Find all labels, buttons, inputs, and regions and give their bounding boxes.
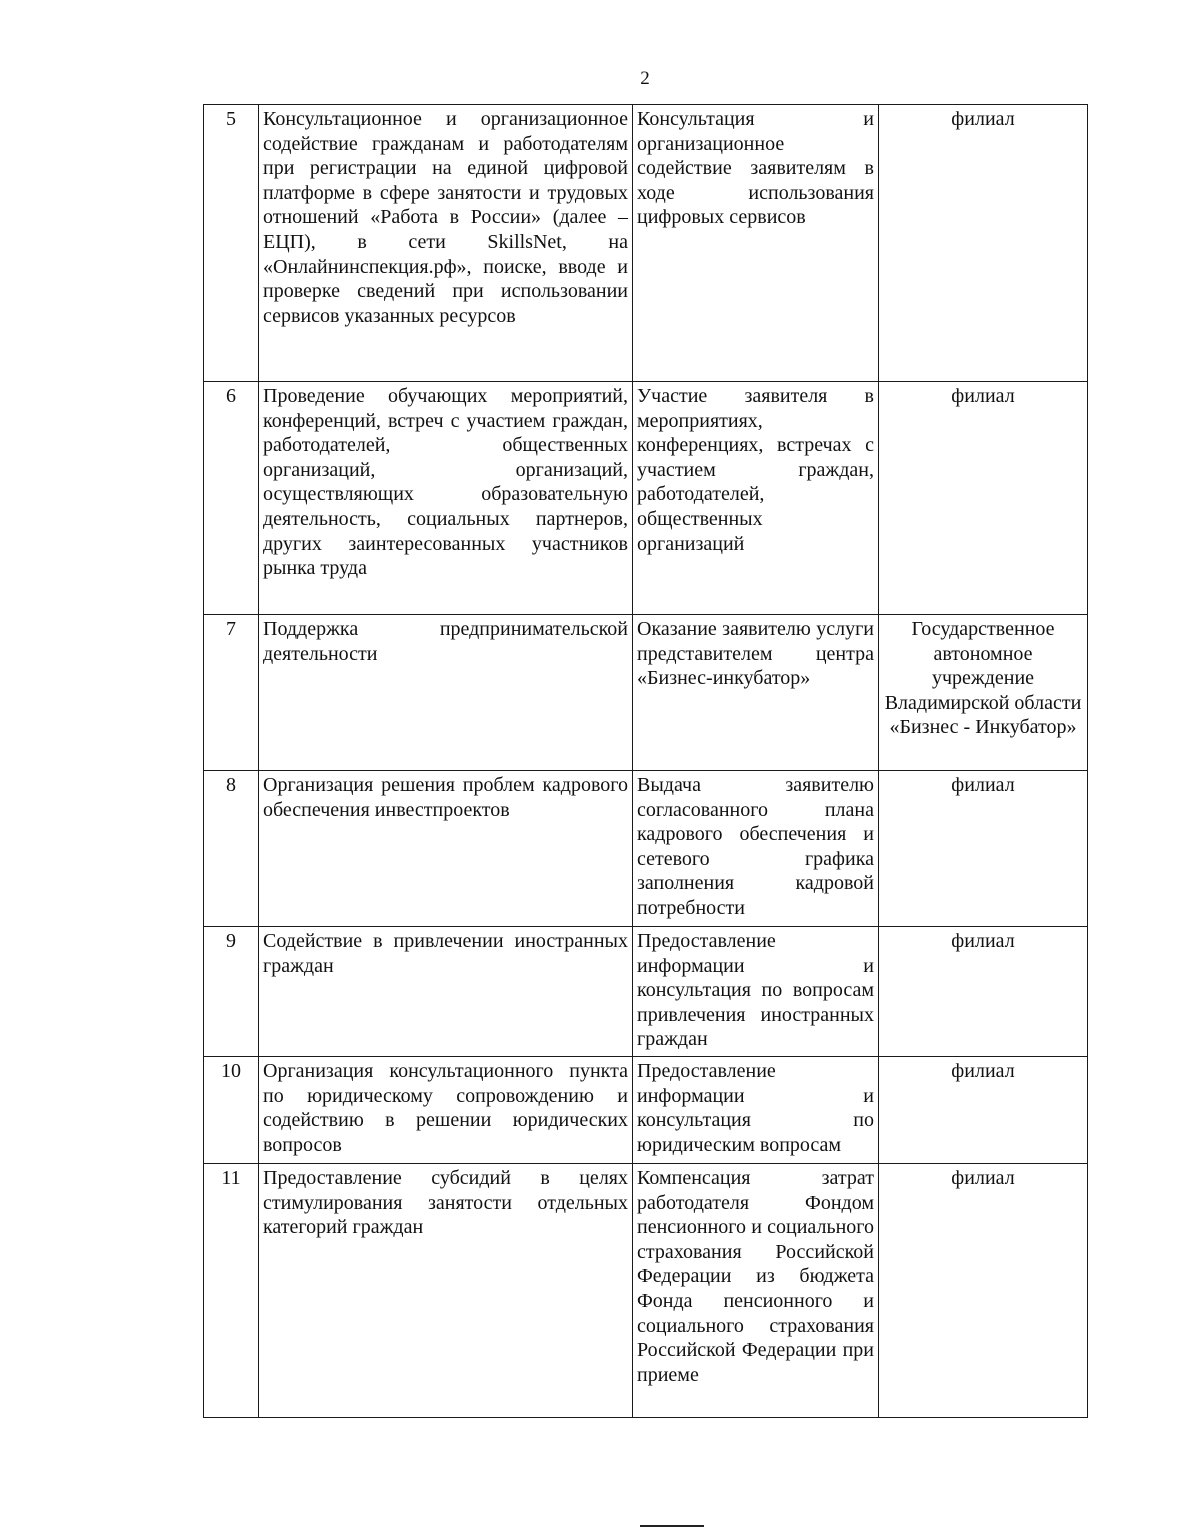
table-row	[204, 1057, 1088, 1164]
table-row	[204, 382, 1088, 615]
row-number: 5	[204, 105, 259, 382]
service-name	[259, 1057, 633, 1164]
service-text: Организация консультационного пункта по юридическому сопровождению и содействию в решении юридических вопросов	[263, 1060, 628, 1156]
row-number: 7	[204, 615, 259, 771]
service-name	[259, 382, 633, 615]
result-text: Предоставление информации и консультация по юридическим вопросам	[637, 1060, 874, 1156]
table-row	[204, 615, 1088, 771]
result-text: Оказание заявителю услуги представителем центра «Бизнес-инкубатор»	[637, 618, 874, 690]
service-result	[633, 927, 879, 1057]
executor: филиал	[879, 382, 1088, 615]
result-text: Компенсация затрат работодателя Фондом пенсионного и социального страхования Российской Федерации из бюджета Фонда пенсионного и социального страхования Российской Федерации при приеме	[637, 1167, 874, 1386]
service-text: Предоставление субсидий в целях стимулирования занятости отдельных категорий граждан	[263, 1167, 628, 1239]
service-result	[633, 615, 879, 771]
table-row	[204, 927, 1088, 1057]
result-text: Предоставление информации и консультация по вопросам привлечения иностранных граждан	[637, 930, 874, 1051]
row-number: 6	[204, 382, 259, 615]
row-number: 10	[204, 1057, 259, 1164]
service-name	[259, 771, 633, 927]
executor: филиал	[879, 771, 1088, 927]
service-result	[633, 1164, 879, 1418]
service-result	[633, 771, 879, 927]
service-result	[633, 105, 879, 382]
row-number: 8	[204, 771, 259, 927]
table-row	[204, 1164, 1088, 1418]
service-name	[259, 1164, 633, 1418]
service-result	[633, 1057, 879, 1164]
executor: филиал	[879, 1057, 1088, 1164]
row-number: 11	[204, 1164, 259, 1418]
executor: филиал	[879, 1164, 1088, 1418]
service-text: Проведение обучающих мероприятий, конференций, встреч с участием граждан, работодателей, общественных организаций, организаций, осуществляющих образовательную деятельность, социальных партнеров, других заинтересованных участников рынка труда	[263, 385, 628, 580]
service-text: Поддержка предпринимательской деятельности	[263, 618, 628, 665]
result-text: Участие заявителя в мероприятиях, конференциях, встречах с участием граждан, работодателей, общественных организаций	[637, 385, 874, 555]
result-text: Выдача заявителю согласованного плана кадрового обеспечения и сетевого графика заполнения кадровой потребности	[637, 774, 874, 919]
executor: филиал	[879, 927, 1088, 1057]
executor: Государственное автономное учреждение Владимирской области «Бизнес - Инкубатор»	[879, 615, 1088, 771]
table-row	[204, 771, 1088, 927]
page-number: 2	[640, 68, 650, 89]
service-result	[633, 382, 879, 615]
table-row	[204, 105, 1088, 382]
service-name	[259, 615, 633, 771]
footer-divider	[640, 1525, 704, 1527]
result-text: Консультация и организационное содействие заявителям в ходе использования цифровых сервисов	[637, 108, 874, 229]
service-name	[259, 927, 633, 1057]
service-name	[259, 105, 633, 382]
service-text: Организация решения проблем кадрового обеспечения инвестпроектов	[263, 774, 628, 821]
executor: филиал	[879, 105, 1088, 382]
service-text: Содействие в привлечении иностранных граждан	[263, 930, 628, 977]
row-number: 9	[204, 927, 259, 1057]
services-table	[203, 104, 1088, 1418]
service-text: Консультационное и организационное содействие гражданам и работодателям при регистрации на единой цифровой платформе в сфере занятости и трудовых отношений «Работа в России» (далее – ЕЦП), в сети SkillsNet, на «Онлайнинспекция.рф», поиске, вводе и проверке сведений при использовании сервисов указанных ресурсов	[263, 108, 628, 327]
